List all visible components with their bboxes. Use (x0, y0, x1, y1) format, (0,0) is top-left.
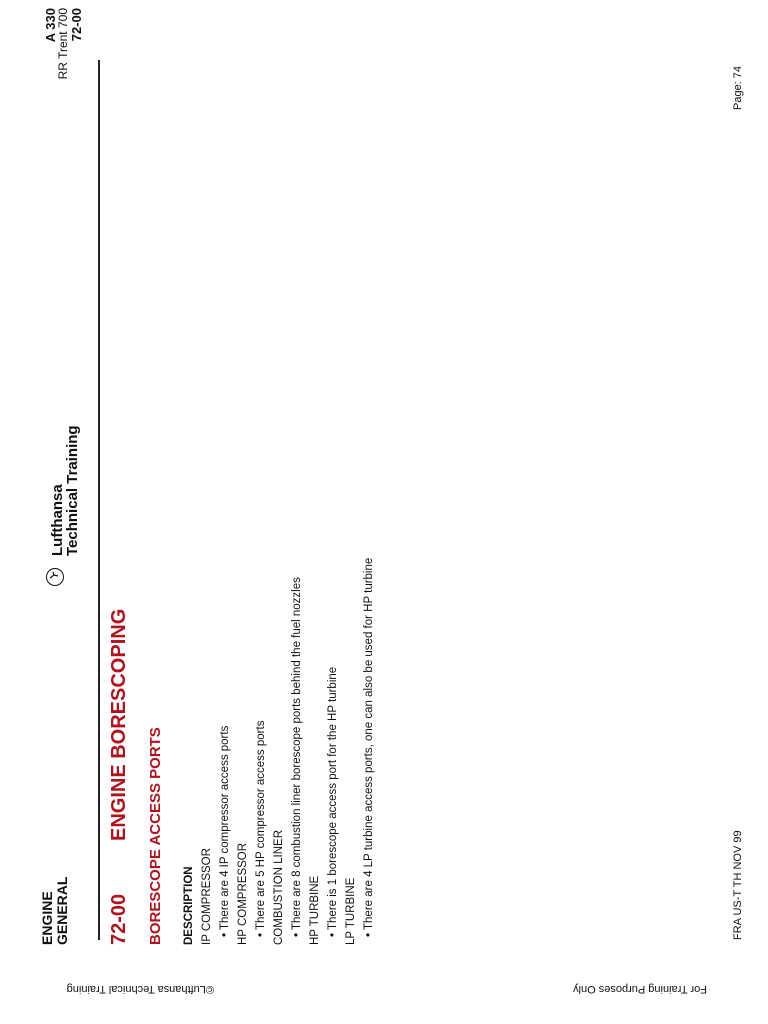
description-heading: DESCRIPTION (183, 866, 195, 945)
page-title: ENGINE BORESCOPING (108, 608, 130, 841)
copyright-notice (67, 983, 214, 995)
content-line: HP COMPRESSOR (237, 842, 249, 945)
content-line: IP COMPRESSOR (201, 848, 213, 945)
page-number: Page: 74 (732, 65, 744, 110)
content-bullet: • There are 4 IP compressor access ports (219, 725, 231, 937)
description-block (183, 558, 381, 945)
aircraft-info (44, 8, 83, 98)
logo-line-1: Lufthansa (49, 484, 66, 556)
copyright-symbol: © (205, 983, 214, 995)
content-line: LP TURBINE (345, 877, 357, 945)
chapter-code: 72-00 (69, 8, 84, 42)
chapter-code-title: 72-00 (108, 893, 130, 945)
content-bullet: • There are 8 combustion liner borescope ports behind the fuel nozzles (291, 577, 303, 937)
engine-type: RR Trent 700 (56, 8, 70, 80)
section-name (40, 877, 70, 945)
content-line: COMBUSTION LINER (273, 829, 285, 945)
content-bullet: • There is 1 borescope access port for the HP turbine (327, 666, 339, 937)
lufthansa-crane-icon (46, 568, 64, 586)
content-bullet: • There are 5 HP compressor access ports (255, 720, 267, 937)
footer-date: FRA US-T TH NOV 99 (732, 830, 744, 940)
section-line-2: GENERAL (54, 876, 70, 945)
section-line-1: ENGINE (39, 891, 55, 945)
content-bullet: • There are 4 LP turbine access ports, one can also be used for HP turbine (363, 557, 375, 937)
logo-text (50, 425, 80, 556)
content-line: HP TURBINE (309, 875, 321, 945)
section-subtitle: BORESCOPE ACCESS PORTS (147, 727, 164, 945)
header-rule (98, 60, 100, 940)
training-notice: For Training Purposes Only (573, 983, 707, 995)
copyright-text: Lufthansa Technical Training (66, 983, 206, 995)
aircraft-type: A 330 (43, 8, 58, 43)
logo-line-2: Technical Training (64, 425, 81, 556)
